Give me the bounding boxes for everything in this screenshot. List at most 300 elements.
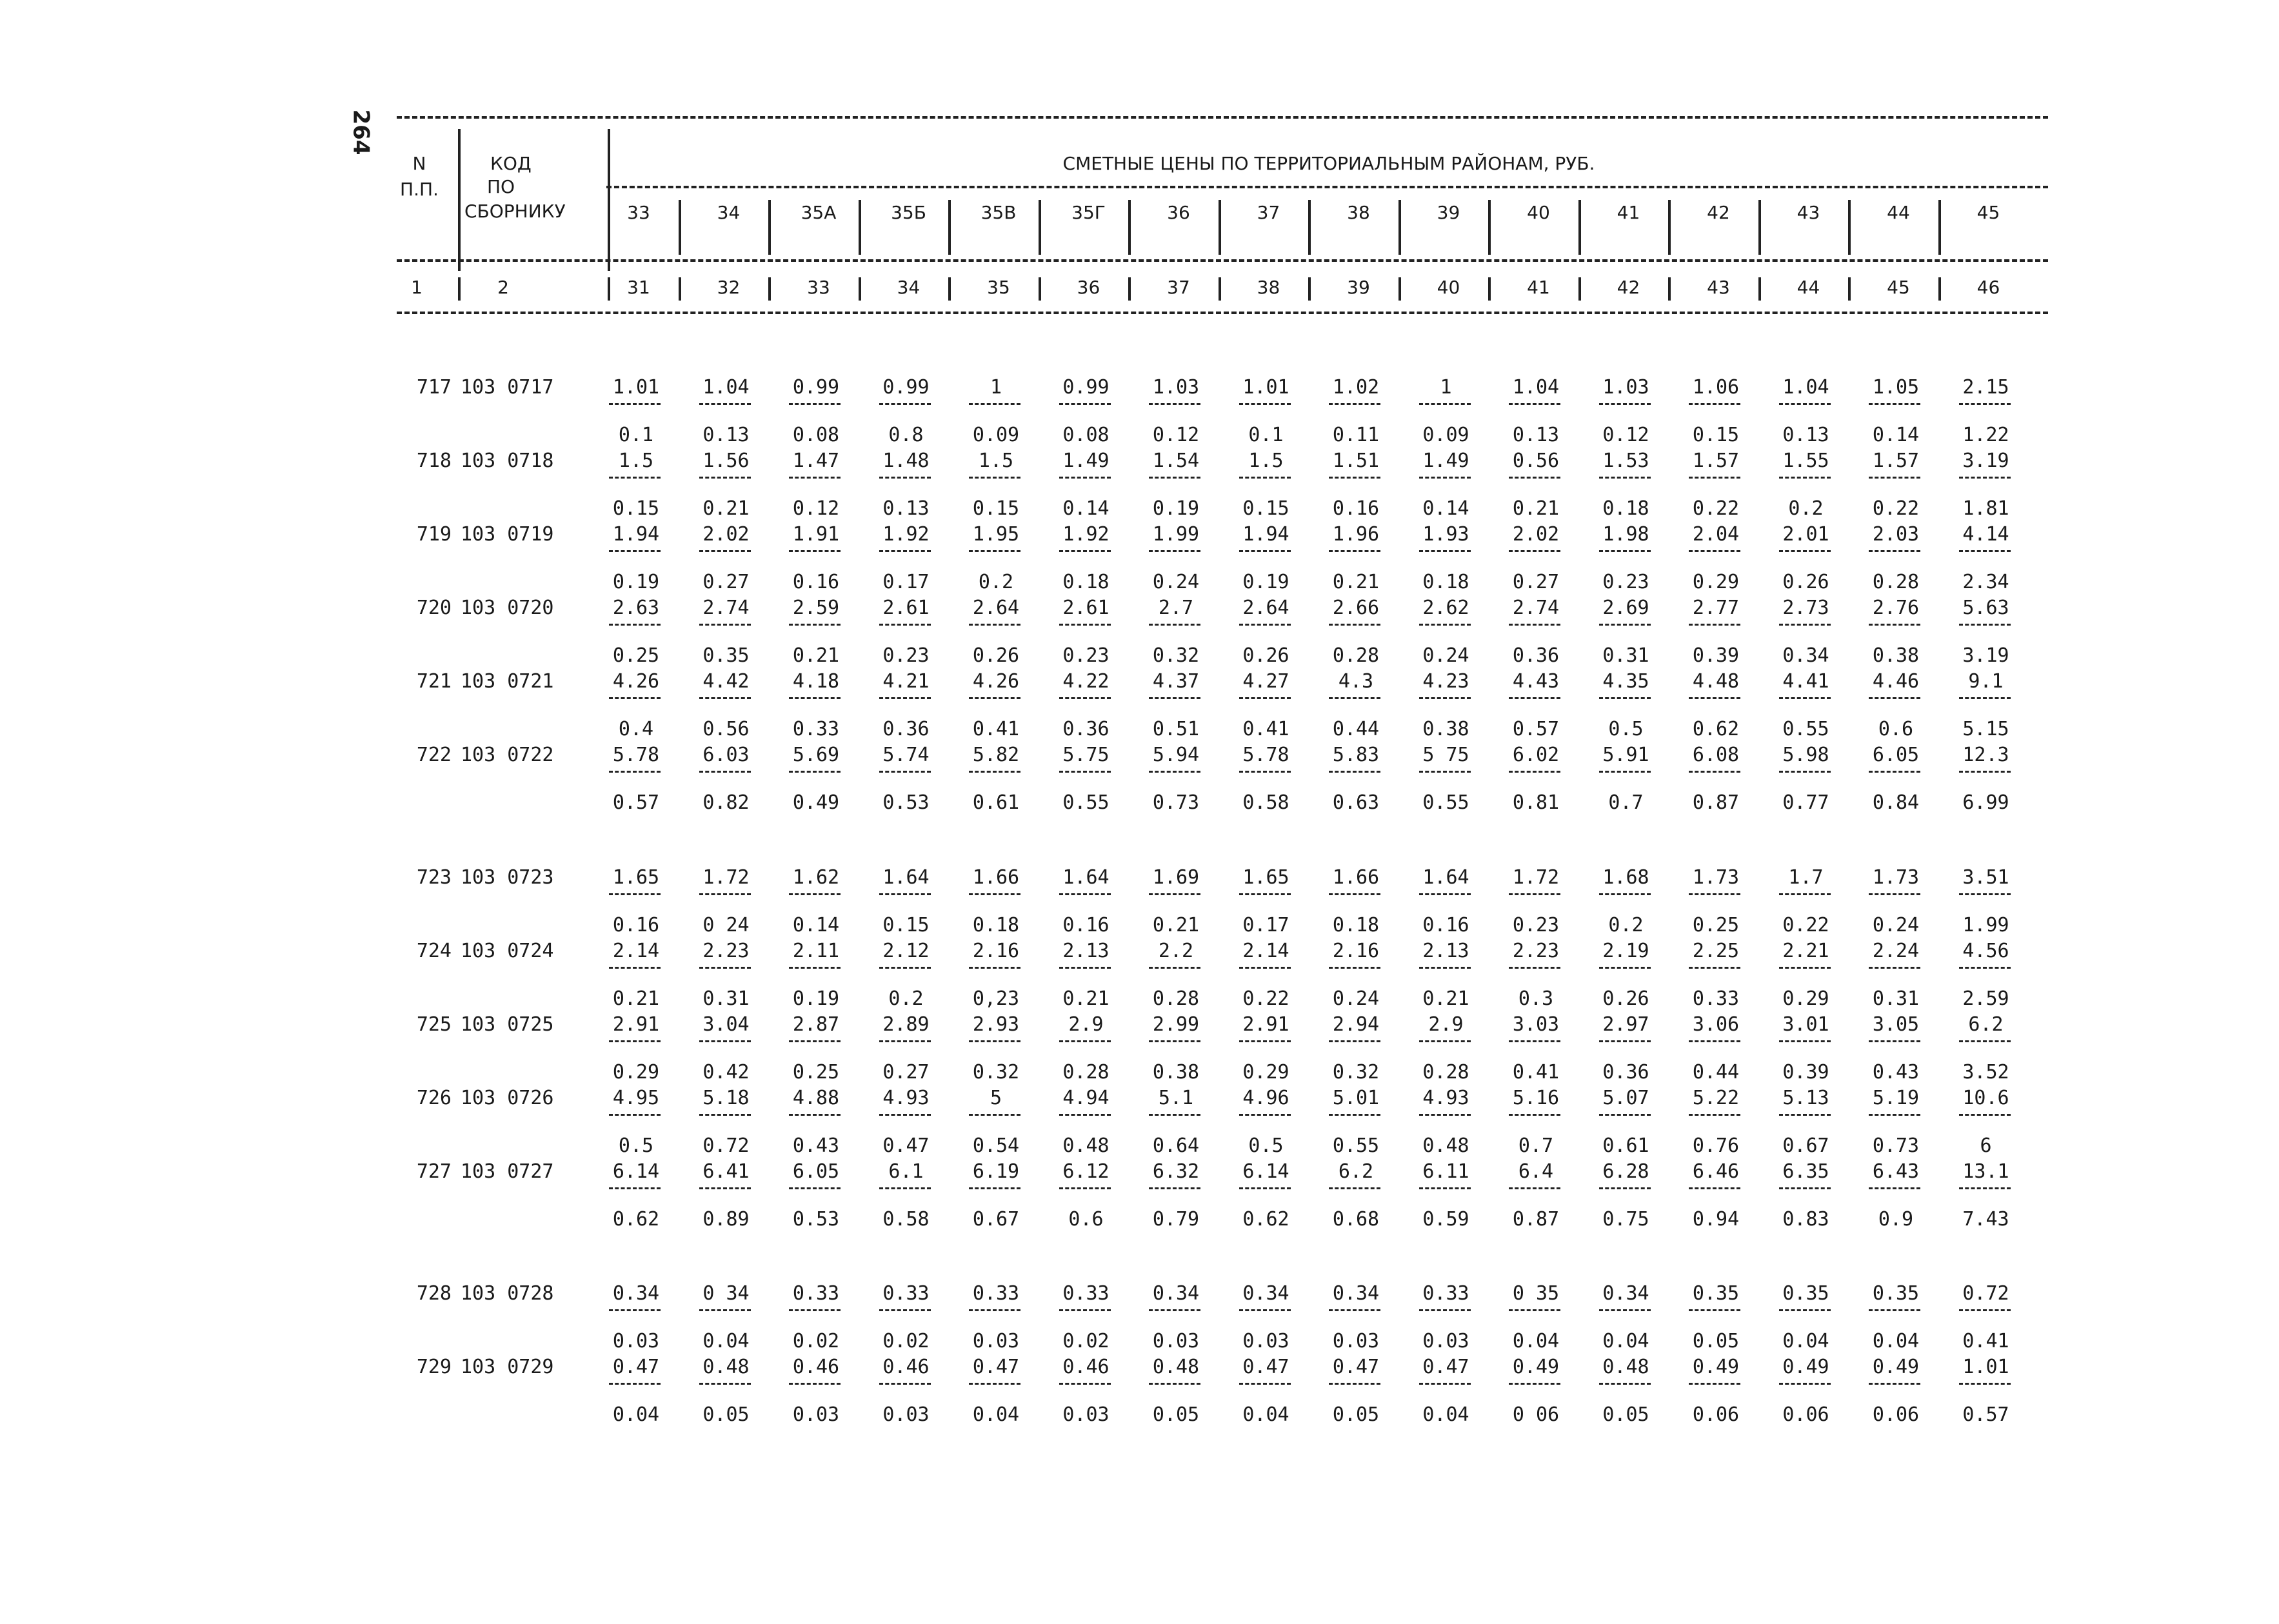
price-value: 0.49 — [1692, 1356, 1740, 1378]
price-denominator: 0.15 — [612, 497, 660, 520]
price-value: 1.64 — [1422, 866, 1469, 889]
price-denominator: 0.29 — [1242, 1061, 1289, 1084]
price-denominator: 0.5 — [618, 1134, 654, 1157]
fraction-bar — [1329, 697, 1380, 699]
price-denominator: 0.18 — [1422, 571, 1469, 593]
price-value: 2.02 — [1512, 523, 1560, 546]
price-value: 6.2 — [1338, 1160, 1374, 1183]
price-denominator: 0.04 — [612, 1403, 660, 1426]
price-value: 3.04 — [702, 1013, 750, 1036]
district-divider — [1848, 200, 1851, 255]
price-denominator: 0.03 — [1422, 1330, 1469, 1352]
price-value: 2.7 — [1158, 597, 1194, 619]
price-denominator: 0.15 — [882, 914, 930, 936]
fraction-bar — [1509, 893, 1560, 895]
fraction-bar — [1239, 967, 1291, 969]
price-denominator: 0.16 — [1332, 497, 1380, 520]
fraction-bar — [1419, 771, 1471, 773]
fraction-bar — [1239, 893, 1291, 895]
price-denominator: 0.7 — [1518, 1134, 1554, 1157]
fraction-bar — [1599, 771, 1651, 773]
fraction-bar — [1959, 893, 2011, 895]
fraction-bar — [1689, 1187, 1740, 1189]
price-denominator: 0.34 — [1782, 644, 1829, 667]
fraction-bar — [609, 893, 661, 895]
fraction-bar — [1869, 697, 1920, 699]
price-value: 2.74 — [702, 597, 750, 619]
price-value: 0.72 — [1962, 1282, 2009, 1305]
price-denominator: 0.67 — [1782, 1134, 1829, 1157]
row-code: 103 0728 — [461, 1282, 554, 1305]
price-value: 5.22 — [1692, 1087, 1740, 1109]
price-value: 0.35 — [1872, 1282, 1920, 1305]
price-value: 6.41 — [702, 1160, 750, 1183]
price-denominator: 0.03 — [1242, 1330, 1289, 1352]
fraction-bar — [699, 771, 751, 773]
price-denominator: 0.24 — [1422, 644, 1469, 667]
price-denominator: 6.99 — [1962, 791, 2009, 814]
price-denominator: 0.19 — [612, 571, 660, 593]
fraction-bar — [699, 477, 751, 479]
price-denominator: 0.32 — [972, 1061, 1020, 1084]
price-value: 1.47 — [792, 450, 840, 472]
price-value: 2.14 — [1242, 940, 1289, 962]
fraction-bar — [1959, 550, 2011, 552]
fraction-bar — [1779, 624, 1831, 626]
fraction-bar — [1689, 697, 1740, 699]
fraction-bar — [1689, 1114, 1740, 1116]
price-value: 6.03 — [702, 744, 750, 766]
price-value: 2.76 — [1872, 597, 1920, 619]
price-value: 5 75 — [1422, 744, 1469, 766]
prices-subheader-rule — [606, 186, 2048, 188]
price-denominator: 0.05 — [1692, 1330, 1740, 1352]
price-value: 2.01 — [1782, 523, 1829, 546]
column-number: 38 — [1257, 277, 1280, 298]
price-value: 0.33 — [882, 1282, 930, 1305]
price-denominator: 0.17 — [882, 571, 930, 593]
fraction-bar — [789, 477, 841, 479]
district-divider — [859, 277, 861, 301]
price-denominator: 0.21 — [1512, 497, 1560, 520]
fraction-bar — [1239, 1383, 1291, 1385]
price-value: 0.33 — [1062, 1282, 1110, 1305]
fraction-bar — [1329, 1187, 1380, 1189]
column-number: 35 — [987, 277, 1010, 298]
fraction-bar — [1329, 550, 1380, 552]
header-bottom-rule — [397, 312, 2048, 314]
district-divider — [1039, 200, 1041, 255]
price-value: 1.01 — [1962, 1356, 2009, 1378]
fraction-bar — [1059, 1309, 1111, 1311]
fraction-bar — [969, 477, 1020, 479]
price-value: 1 — [1440, 376, 1452, 399]
price-value: 1.01 — [1242, 376, 1289, 399]
price-denominator: 0.21 — [792, 644, 840, 667]
price-denominator: 0.27 — [702, 571, 750, 593]
price-denominator: 0.23 — [882, 644, 930, 667]
price-value: 1.5 — [1248, 450, 1284, 472]
fraction-bar — [1239, 1187, 1291, 1189]
fraction-bar — [879, 403, 931, 405]
fraction-bar — [1509, 967, 1560, 969]
row-code: 103 0723 — [461, 866, 554, 889]
fraction-bar — [1689, 1040, 1740, 1042]
price-denominator: 0.7 — [1608, 791, 1644, 814]
fraction-bar — [1779, 1114, 1831, 1116]
fraction-bar — [1239, 1040, 1291, 1042]
price-denominator: 0.9 — [1878, 1208, 1914, 1231]
price-value: 6.35 — [1782, 1160, 1829, 1183]
row-number: 727 — [416, 1160, 452, 1183]
fraction-bar — [699, 1383, 751, 1385]
price-denominator: 0.21 — [1332, 571, 1380, 593]
price-value: 2.9 — [1428, 1013, 1464, 1036]
price-denominator: 0.61 — [1602, 1134, 1649, 1157]
price-denominator: 0.5 — [1608, 718, 1644, 740]
price-denominator: 0.28 — [1332, 644, 1380, 667]
price-denominator: 0.38 — [1152, 1061, 1200, 1084]
price-denominator: 3.52 — [1962, 1061, 2009, 1084]
price-denominator: 0.32 — [1332, 1061, 1380, 1084]
fraction-bar — [1779, 1187, 1831, 1189]
price-denominator: 0.26 — [1602, 987, 1649, 1010]
district-label: 43 — [1796, 202, 1820, 223]
fraction-bar — [1689, 624, 1740, 626]
fraction-bar — [1149, 403, 1200, 405]
price-denominator: 0.12 — [1152, 424, 1200, 446]
column-number: 34 — [897, 277, 921, 298]
price-denominator: 0.43 — [1872, 1061, 1920, 1084]
price-denominator: 0.2 — [978, 571, 1014, 593]
price-value: 2.14 — [612, 940, 660, 962]
price-denominator: 7.43 — [1962, 1208, 2009, 1231]
district-divider — [1938, 277, 1941, 301]
fraction-bar — [1239, 1309, 1291, 1311]
fraction-bar — [1509, 771, 1560, 773]
price-value: 4.96 — [1242, 1087, 1289, 1109]
price-denominator: 0.72 — [702, 1134, 750, 1157]
price-value: 1.66 — [972, 866, 1020, 889]
price-value: 5.98 — [1782, 744, 1829, 766]
price-denominator: 0.42 — [702, 1061, 750, 1084]
price-value: 4.21 — [882, 670, 930, 693]
column-number: 46 — [1976, 277, 2000, 298]
district-label: 34 — [717, 202, 741, 223]
price-denominator: 0.22 — [1242, 987, 1289, 1010]
price-value: 13.1 — [1962, 1160, 2009, 1183]
fraction-bar — [1059, 893, 1111, 895]
fraction-bar — [969, 1114, 1020, 1116]
price-denominator: 0.35 — [702, 644, 750, 667]
price-denominator: 0.24 — [1872, 914, 1920, 936]
price-value: 6.1 — [888, 1160, 924, 1183]
district-label: 44 — [1887, 202, 1910, 223]
price-denominator: 0.8 — [888, 424, 924, 446]
price-denominator: 0.13 — [882, 497, 930, 520]
district-divider — [859, 200, 861, 255]
price-denominator: 0.28 — [1062, 1061, 1110, 1084]
price-value: 4.48 — [1692, 670, 1740, 693]
price-denominator: 0.62 — [1692, 718, 1740, 740]
price-denominator: 0.36 — [882, 718, 930, 740]
header-mid-rule — [397, 259, 2048, 262]
fraction-bar — [609, 1309, 661, 1311]
price-value: 5.94 — [1152, 744, 1200, 766]
price-denominator: 0.08 — [1062, 424, 1110, 446]
price-value: 4.14 — [1962, 523, 2009, 546]
price-denominator: 0.41 — [1242, 718, 1289, 740]
price-value: 4.95 — [612, 1087, 660, 1109]
price-value: 2.91 — [1242, 1013, 1289, 1036]
price-value: 0.34 — [1602, 1282, 1649, 1305]
price-value: 2.97 — [1602, 1013, 1649, 1036]
price-denominator: 0.18 — [1602, 497, 1649, 520]
fraction-bar — [1959, 1187, 2011, 1189]
fraction-bar — [1599, 550, 1651, 552]
price-value: 0.35 — [1782, 1282, 1829, 1305]
fraction-bar — [1419, 550, 1471, 552]
price-value: 2.62 — [1422, 597, 1469, 619]
price-denominator: 0.43 — [792, 1134, 840, 1157]
district-divider — [768, 277, 771, 301]
price-denominator: 0.14 — [1872, 424, 1920, 446]
price-denominator: 0.23 — [1062, 644, 1110, 667]
price-denominator: 0.13 — [1512, 424, 1560, 446]
district-divider — [679, 277, 681, 301]
price-value: 4.18 — [792, 670, 840, 693]
prices-title: СМЕТНЫЕ ЦЕНЫ ПО ТЕРРИТОРИАЛЬНЫМ РАЙОНАМ, РУБ. — [1062, 153, 1595, 174]
price-denominator: 0.3 — [1518, 987, 1554, 1010]
price-value: 1.04 — [1512, 376, 1560, 399]
row-number: 728 — [416, 1282, 452, 1305]
district-divider — [1219, 277, 1221, 301]
price-denominator: 0.75 — [1602, 1208, 1649, 1231]
price-denominator: 0.68 — [1332, 1208, 1380, 1231]
fraction-bar — [1959, 1309, 2011, 1311]
fraction-bar — [1959, 477, 2011, 479]
price-denominator: 0.22 — [1872, 497, 1920, 520]
fraction-bar — [1509, 403, 1560, 405]
price-value: 6.08 — [1692, 744, 1740, 766]
price-value: 0.47 — [1422, 1356, 1469, 1378]
price-value: 0.34 — [1332, 1282, 1380, 1305]
price-value: 2.24 — [1872, 940, 1920, 962]
fraction-bar — [609, 1187, 661, 1189]
fraction-bar — [969, 697, 1020, 699]
price-denominator: 0.14 — [1422, 497, 1469, 520]
row-code: 103 0717 — [461, 376, 554, 399]
price-denominator: 0,23 — [972, 987, 1020, 1010]
price-denominator: 0.94 — [1692, 1208, 1740, 1231]
fraction-bar — [789, 771, 841, 773]
price-value: 6.43 — [1872, 1160, 1920, 1183]
price-denominator: 0.48 — [1422, 1134, 1469, 1157]
fraction-bar — [1509, 1114, 1560, 1116]
price-denominator: 0.02 — [792, 1330, 840, 1352]
fraction-bar — [1149, 771, 1200, 773]
district-divider — [1578, 277, 1581, 301]
district-divider — [679, 200, 681, 255]
fraction-bar — [879, 1309, 931, 1311]
price-denominator: 0.53 — [882, 791, 930, 814]
fraction-bar — [1869, 1114, 1920, 1116]
fraction-bar — [1599, 1383, 1651, 1385]
fraction-bar — [879, 893, 931, 895]
price-denominator: 0.2 — [1608, 914, 1644, 936]
fraction-bar — [699, 1040, 751, 1042]
fraction-bar — [1959, 967, 2011, 969]
price-value: 1.56 — [702, 450, 750, 472]
row-code: 103 0720 — [461, 597, 554, 619]
fraction-bar — [969, 771, 1020, 773]
fraction-bar — [1509, 477, 1560, 479]
fraction-bar — [1419, 1040, 1471, 1042]
price-denominator: 0.51 — [1152, 718, 1200, 740]
row-number: 724 — [416, 940, 452, 962]
code-prices-divider — [608, 129, 610, 271]
price-value: 0 35 — [1512, 1282, 1560, 1305]
district-divider — [768, 200, 771, 255]
column-number: 32 — [717, 277, 741, 298]
price-denominator: 0.6 — [1068, 1208, 1104, 1231]
price-denominator: 0.84 — [1872, 791, 1920, 814]
fraction-bar — [1059, 403, 1111, 405]
price-value: 4.94 — [1062, 1087, 1110, 1109]
district-label: 42 — [1707, 202, 1730, 223]
fraction-bar — [1599, 477, 1651, 479]
price-value: 1.53 — [1602, 450, 1649, 472]
district-label: 41 — [1617, 202, 1640, 223]
price-value: 0.49 — [1512, 1356, 1560, 1378]
row-number: 726 — [416, 1087, 452, 1109]
fraction-bar — [1509, 1187, 1560, 1189]
fraction-bar — [1869, 967, 1920, 969]
price-value: 1.94 — [612, 523, 660, 546]
price-value: 5.1 — [1158, 1087, 1194, 1109]
fraction-bar — [969, 624, 1020, 626]
fraction-bar — [1059, 967, 1111, 969]
fraction-bar — [1239, 403, 1291, 405]
price-denominator: 0.13 — [702, 424, 750, 446]
price-value: 0.34 — [1242, 1282, 1289, 1305]
price-value: 1.72 — [1512, 866, 1560, 889]
district-divider — [1128, 277, 1131, 301]
price-value: 2.73 — [1782, 597, 1829, 619]
fraction-bar — [699, 1114, 751, 1116]
price-value: 5.91 — [1602, 744, 1649, 766]
price-denominator: 0.19 — [1152, 497, 1200, 520]
row-number: 718 — [416, 450, 452, 472]
fraction-bar — [1419, 477, 1471, 479]
fraction-bar — [969, 967, 1020, 969]
fraction-bar — [789, 697, 841, 699]
price-denominator: 0.08 — [792, 424, 840, 446]
fraction-bar — [1599, 1114, 1651, 1116]
price-denominator: 0.26 — [1242, 644, 1289, 667]
fraction-bar — [1239, 1114, 1291, 1116]
row-code: 103 0721 — [461, 670, 554, 693]
price-value: 4.43 — [1512, 670, 1560, 693]
fraction-bar — [1329, 1383, 1380, 1385]
price-denominator: 0.36 — [1062, 718, 1110, 740]
fraction-bar — [1419, 403, 1471, 405]
price-value: 6.11 — [1422, 1160, 1469, 1183]
fraction-bar — [1509, 1309, 1560, 1311]
fraction-bar — [699, 967, 751, 969]
price-value: 1.69 — [1152, 866, 1200, 889]
price-denominator: 0.15 — [972, 497, 1020, 520]
price-denominator: 0.25 — [612, 644, 660, 667]
column-number: 2 — [497, 277, 509, 298]
fraction-bar — [1779, 771, 1831, 773]
fraction-bar — [1689, 1309, 1740, 1311]
price-value: 1 — [990, 376, 1002, 399]
fraction-bar — [699, 550, 751, 552]
fraction-bar — [609, 697, 661, 699]
price-denominator: 0.77 — [1782, 791, 1829, 814]
price-denominator: 0.28 — [1152, 987, 1200, 1010]
price-value: 6.05 — [1872, 744, 1920, 766]
price-value: 0.47 — [1242, 1356, 1289, 1378]
price-value: 2.16 — [972, 940, 1020, 962]
district-divider — [1758, 277, 1761, 301]
row-code: 103 0722 — [461, 744, 554, 766]
price-value: 2.12 — [882, 940, 930, 962]
price-value: 5.16 — [1512, 1087, 1560, 1109]
fraction-bar — [969, 1383, 1020, 1385]
fraction-bar — [1419, 967, 1471, 969]
fraction-bar — [1419, 624, 1471, 626]
price-value: 12.3 — [1962, 744, 2009, 766]
price-value: 2.64 — [1242, 597, 1289, 619]
price-value: 2.23 — [1512, 940, 1560, 962]
price-denominator: 0.2 — [1788, 497, 1824, 520]
fraction-bar — [1869, 893, 1920, 895]
price-denominator: 0.67 — [972, 1208, 1020, 1231]
price-denominator: 0.06 — [1782, 1403, 1829, 1426]
price-denominator: 0.22 — [1782, 914, 1829, 936]
price-value: 4.27 — [1242, 670, 1289, 693]
district-divider — [1488, 277, 1491, 301]
fraction-bar — [1689, 893, 1740, 895]
district-label: 38 — [1347, 202, 1370, 223]
fraction-bar — [1779, 1040, 1831, 1042]
price-value: 1.92 — [1062, 523, 1110, 546]
price-denominator: 0.1 — [1248, 424, 1284, 446]
fraction-bar — [1779, 550, 1831, 552]
price-value: 6.12 — [1062, 1160, 1110, 1183]
district-divider — [1578, 200, 1581, 255]
price-value: 5.69 — [792, 744, 840, 766]
row-code: 103 0729 — [461, 1356, 554, 1378]
fraction-bar — [1599, 967, 1651, 969]
price-value: 2.21 — [1782, 940, 1829, 962]
price-value: 0.99 — [792, 376, 840, 399]
price-denominator: 0.31 — [1602, 644, 1649, 667]
price-denominator: 0.2 — [888, 987, 924, 1010]
price-value: 1.02 — [1332, 376, 1380, 399]
fraction-bar — [1599, 893, 1651, 895]
fraction-bar — [1779, 1383, 1831, 1385]
district-divider — [1398, 277, 1401, 301]
fraction-bar — [1059, 550, 1111, 552]
district-divider — [1758, 200, 1761, 255]
price-value: 1.93 — [1422, 523, 1469, 546]
num-code-divider — [458, 129, 461, 271]
price-denominator: 0.21 — [1062, 987, 1110, 1010]
fraction-bar — [1329, 893, 1380, 895]
